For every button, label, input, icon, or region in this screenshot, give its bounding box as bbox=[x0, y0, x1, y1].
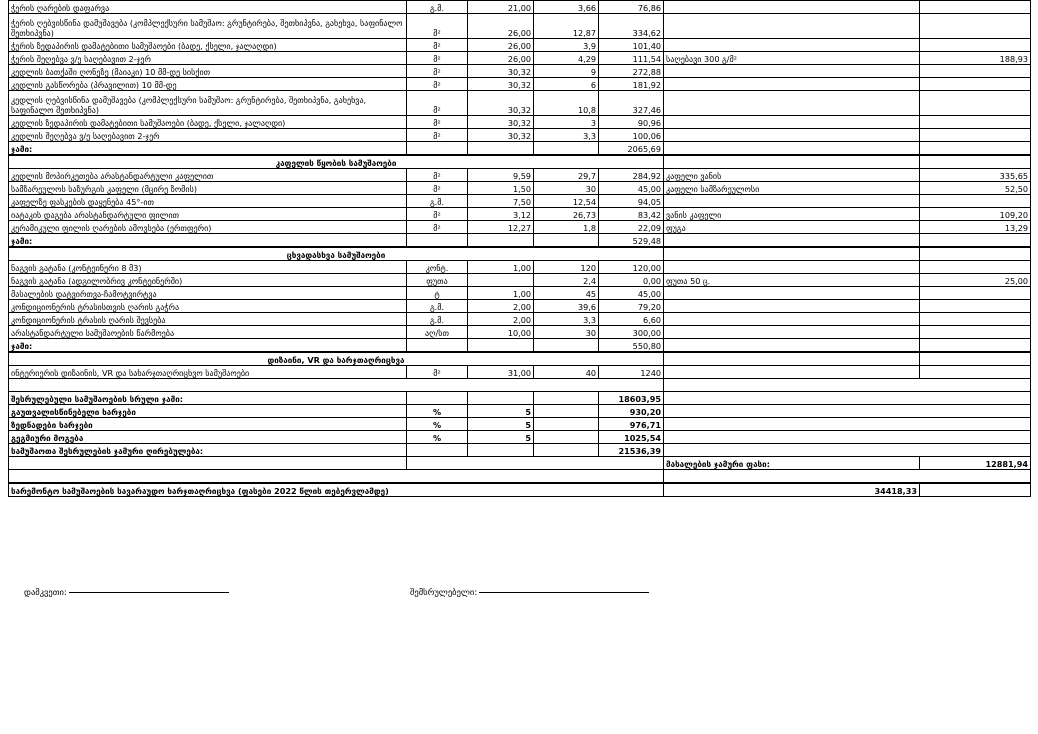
table-row bbox=[9, 300, 1031, 313]
unit: მ² bbox=[407, 208, 468, 221]
unit-price: 1,8 bbox=[534, 221, 599, 234]
material-name bbox=[664, 14, 920, 39]
work-name: კაფელზე ფასკების დაყენება 45°-ით bbox=[9, 195, 407, 208]
work-name: ნაგვის გატანა (კონტეინერი 8 მ3) bbox=[9, 261, 407, 274]
summary-row bbox=[9, 418, 1031, 431]
unit-price: 45 bbox=[534, 287, 599, 300]
unit-price: 40 bbox=[534, 366, 599, 379]
work-name: კედლის შეღებვა ვ/ე საღებავით 2-ჯერ bbox=[9, 129, 407, 142]
section-header bbox=[9, 247, 1031, 261]
empty-cell bbox=[9, 470, 664, 484]
empty-cell bbox=[534, 234, 599, 248]
summary-unit: % bbox=[407, 418, 468, 431]
material-name bbox=[664, 287, 920, 300]
table-row bbox=[9, 182, 1031, 195]
unit-price: 10,8 bbox=[534, 91, 599, 116]
unit: მ² bbox=[407, 129, 468, 142]
quantity: 31,00 bbox=[468, 366, 534, 379]
work-name: კედლის ზედაპირის დამატებითი სამუშაოები (ბადე, ქსელი, ჯალაღდი) bbox=[9, 116, 407, 129]
summary-label: სამუშაოთა შესრულების ჯამური ღირებულება: bbox=[9, 444, 407, 457]
material-sum bbox=[920, 287, 1031, 300]
empty-cell bbox=[664, 470, 1031, 484]
quantity: 30,32 bbox=[468, 129, 534, 142]
table-row bbox=[9, 116, 1031, 129]
empty-cell bbox=[664, 352, 920, 366]
material-sum bbox=[920, 313, 1031, 326]
quantity: 10,00 bbox=[468, 326, 534, 339]
material-sum: 52,50 bbox=[920, 182, 1031, 195]
quantity: 12,27 bbox=[468, 221, 534, 234]
unit: გ.მ. bbox=[407, 313, 468, 326]
table-row bbox=[9, 78, 1031, 91]
summary-label: ზედნადები ხარჯები bbox=[9, 418, 407, 431]
client-signature bbox=[24, 588, 229, 598]
line-sum: 45,00 bbox=[599, 287, 664, 300]
subtotal-value: 529,48 bbox=[599, 234, 664, 248]
quantity: 30,32 bbox=[468, 65, 534, 78]
summary-value: 976,71 bbox=[599, 418, 664, 431]
material-sum bbox=[920, 39, 1031, 52]
summary-row bbox=[9, 392, 1031, 405]
empty-cell bbox=[664, 142, 920, 156]
work-name: ნაგვის გატანა (ადგილობრივ კონტეინერში) bbox=[9, 274, 407, 287]
subtotal-value: 2065,69 bbox=[599, 142, 664, 156]
empty-cell bbox=[534, 431, 599, 444]
empty-cell bbox=[407, 234, 468, 248]
summary-label: შესრულებული სამუშაოების სრული ჯამი: bbox=[9, 392, 407, 405]
summary-value: 1025,54 bbox=[599, 431, 664, 444]
unit: აღ/სთ bbox=[407, 326, 468, 339]
empty-cell bbox=[664, 431, 1031, 444]
empty-cell bbox=[534, 418, 599, 431]
unit: მ² bbox=[407, 221, 468, 234]
subtotal-label: ჯამი: bbox=[9, 339, 407, 353]
material-sum bbox=[920, 91, 1031, 116]
quantity: 2,00 bbox=[468, 313, 534, 326]
material-sum bbox=[920, 14, 1031, 39]
work-name: ჭერის ღარების დაფარვა bbox=[9, 1, 407, 14]
unit: მ² bbox=[407, 366, 468, 379]
materials-total-value: 12881,94 bbox=[920, 457, 1031, 470]
executor-signature-line bbox=[479, 592, 649, 593]
material-name: კაფელი სამზარეულოსი bbox=[664, 182, 920, 195]
unit-price: 2,4 bbox=[534, 274, 599, 287]
work-name: ჭერის შეღებვა ვ/ე საღებავით 2-ჯერ bbox=[9, 52, 407, 65]
unit: გ.მ. bbox=[407, 300, 468, 313]
quantity: 1,00 bbox=[468, 261, 534, 274]
empty-cell bbox=[664, 405, 1031, 418]
empty-cell bbox=[664, 234, 920, 248]
summary-percent bbox=[468, 444, 534, 457]
material-sum: 335,65 bbox=[920, 169, 1031, 182]
material-name bbox=[664, 39, 920, 52]
unit-price: 12,87 bbox=[534, 14, 599, 39]
material-name bbox=[664, 116, 920, 129]
unit: მ² bbox=[407, 116, 468, 129]
table-row bbox=[9, 261, 1031, 274]
quantity: 2,00 bbox=[468, 300, 534, 313]
quantity: 30,32 bbox=[468, 116, 534, 129]
empty-cell bbox=[664, 392, 1031, 405]
empty-cell bbox=[920, 339, 1031, 353]
subtotal-label: ჯამი: bbox=[9, 234, 407, 248]
work-name: კონდიციონერის ტრასის ღარის შევსება bbox=[9, 313, 407, 326]
work-name: სამზარეულოს საზურგის კაფელი (მცირე ზომის) bbox=[9, 182, 407, 195]
work-name: კერამიკული ფილის ღარების ამოვსება (ერთფერი) bbox=[9, 221, 407, 234]
summary-percent: 5 bbox=[468, 418, 534, 431]
line-sum: 284,92 bbox=[599, 169, 664, 182]
subtotal-row bbox=[9, 234, 1031, 248]
empty-cell bbox=[664, 444, 1031, 457]
empty-cell bbox=[920, 234, 1031, 248]
material-name bbox=[664, 326, 920, 339]
unit-price: 4,29 bbox=[534, 52, 599, 65]
empty-cell bbox=[534, 142, 599, 156]
empty-cell bbox=[664, 247, 920, 261]
empty-cell bbox=[920, 155, 1031, 169]
empty-cell bbox=[664, 339, 920, 353]
summary-value: 18603,95 bbox=[599, 392, 664, 405]
section-title: დიზაინი, VR და ხარჯთაღრიცხვა bbox=[9, 352, 664, 366]
material-name bbox=[664, 91, 920, 116]
material-sum: 188,93 bbox=[920, 52, 1031, 65]
empty-cell bbox=[920, 142, 1031, 156]
unit-price: 3 bbox=[534, 116, 599, 129]
materials-total-label: მასალების ჯამური ფასი: bbox=[664, 457, 920, 470]
line-sum: 334,62 bbox=[599, 14, 664, 39]
material-sum: 13,29 bbox=[920, 221, 1031, 234]
work-name: ჭერის ზედაპირის დამატებითი სამუშაოები (ბადე, ქსელი, ჯალაღდი) bbox=[9, 39, 407, 52]
unit-price: 3,3 bbox=[534, 313, 599, 326]
material-sum bbox=[920, 366, 1031, 379]
material-name bbox=[664, 129, 920, 142]
material-name: კაფელი ვანის bbox=[664, 169, 920, 182]
table-row bbox=[9, 52, 1031, 65]
empty-cell bbox=[534, 405, 599, 418]
estimate-table bbox=[8, 0, 1031, 497]
material-sum: 109,20 bbox=[920, 208, 1031, 221]
table-row bbox=[9, 366, 1031, 379]
unit-price: 12,54 bbox=[534, 195, 599, 208]
material-name bbox=[664, 78, 920, 91]
material-name bbox=[664, 313, 920, 326]
material-sum: 25,00 bbox=[920, 274, 1031, 287]
empty-cell bbox=[9, 379, 664, 392]
line-sum: 272,88 bbox=[599, 65, 664, 78]
line-sum: 22,09 bbox=[599, 221, 664, 234]
table-row bbox=[9, 129, 1031, 142]
table-row bbox=[9, 39, 1031, 52]
subtotal-label: ჯამი: bbox=[9, 142, 407, 156]
unit-price: 30 bbox=[534, 182, 599, 195]
table-row bbox=[9, 195, 1031, 208]
grand-total-value: 34418,33 bbox=[664, 483, 920, 497]
material-name: ფუგა bbox=[664, 221, 920, 234]
work-name: ინტერიერის დიზაინის, VR და სახარჯთაღრიცხვო სამუშაოები bbox=[9, 366, 407, 379]
material-sum bbox=[920, 65, 1031, 78]
subtotal-value: 550,80 bbox=[599, 339, 664, 353]
line-sum: 120,00 bbox=[599, 261, 664, 274]
empty-cell bbox=[9, 457, 407, 470]
summary-label: გაუთვალისწინებელი ხარჯები bbox=[9, 405, 407, 418]
unit-price: 6 bbox=[534, 78, 599, 91]
unit: მ² bbox=[407, 14, 468, 39]
table-row bbox=[9, 326, 1031, 339]
table-row bbox=[9, 169, 1031, 182]
section-title: ცხვადასხვა სამუშაოები bbox=[9, 247, 664, 261]
unit: მ² bbox=[407, 91, 468, 116]
table-row bbox=[9, 208, 1031, 221]
executor-signature-label: შემსრულებელი: bbox=[410, 588, 478, 598]
subtotal-row bbox=[9, 339, 1031, 353]
material-name: საღებავი 300 გ/მ² bbox=[664, 52, 920, 65]
work-name: ჭერის ღებვისწინა დამუშავება (კომპლექსური სამუშაო: გრუნტირება, შეთხიპვნა, გახეხვა, საფინალო შეთხიპვნა) bbox=[9, 14, 407, 39]
material-sum bbox=[920, 326, 1031, 339]
blank-row bbox=[9, 379, 1031, 392]
material-name bbox=[664, 1, 920, 14]
line-sum: 76,86 bbox=[599, 1, 664, 14]
empty-cell bbox=[664, 379, 1031, 392]
empty-cell bbox=[664, 418, 1031, 431]
subtotal-row bbox=[9, 142, 1031, 156]
table-row bbox=[9, 91, 1031, 116]
client-signature-label: დამკვეთი: bbox=[24, 588, 67, 598]
empty-cell bbox=[534, 392, 599, 405]
unit: მ² bbox=[407, 52, 468, 65]
material-sum bbox=[920, 300, 1031, 313]
summary-row bbox=[9, 444, 1031, 457]
material-name bbox=[664, 65, 920, 78]
line-sum: 100,06 bbox=[599, 129, 664, 142]
quantity bbox=[468, 274, 534, 287]
unit: მ² bbox=[407, 39, 468, 52]
summary-label: გეგმიური მოგება bbox=[9, 431, 407, 444]
unit: ტ bbox=[407, 287, 468, 300]
quantity: 30,32 bbox=[468, 78, 534, 91]
quantity: 30,32 bbox=[468, 91, 534, 116]
table-row bbox=[9, 65, 1031, 78]
work-name: არასტანდარტული სამუშაოების წარმოება bbox=[9, 326, 407, 339]
empty-cell bbox=[920, 483, 1031, 497]
unit-price: 29,7 bbox=[534, 169, 599, 182]
line-sum: 0,00 bbox=[599, 274, 664, 287]
unit: გ.მ. bbox=[407, 1, 468, 14]
line-sum: 83,42 bbox=[599, 208, 664, 221]
empty-cell bbox=[468, 339, 534, 353]
client-signature-line bbox=[69, 592, 229, 593]
line-sum: 6,60 bbox=[599, 313, 664, 326]
work-name: კედლის გასწორება (პრავილით) 10 მმ-დე bbox=[9, 78, 407, 91]
unit-price: 120 bbox=[534, 261, 599, 274]
quantity: 3,12 bbox=[468, 208, 534, 221]
executor-signature bbox=[410, 588, 649, 598]
line-sum: 300,00 bbox=[599, 326, 664, 339]
grand-total-row bbox=[9, 483, 1031, 497]
unit: მ² bbox=[407, 78, 468, 91]
material-sum bbox=[920, 1, 1031, 14]
summary-percent bbox=[468, 392, 534, 405]
empty-cell bbox=[468, 234, 534, 248]
summary-unit: % bbox=[407, 431, 468, 444]
material-name bbox=[664, 300, 920, 313]
unit-price: 26,73 bbox=[534, 208, 599, 221]
unit-price: 39,6 bbox=[534, 300, 599, 313]
unit-price: 9 bbox=[534, 65, 599, 78]
summary-value: 930,20 bbox=[599, 405, 664, 418]
material-name: ვანის კაფელი bbox=[664, 208, 920, 221]
empty-cell bbox=[468, 142, 534, 156]
quantity: 1,00 bbox=[468, 287, 534, 300]
unit-price: 3,66 bbox=[534, 1, 599, 14]
section-header bbox=[9, 352, 1031, 366]
quantity: 26,00 bbox=[468, 39, 534, 52]
work-name: კედლის მოპირკეთება არასტანდარტული კაფელით bbox=[9, 169, 407, 182]
line-sum: 45,00 bbox=[599, 182, 664, 195]
summary-unit: % bbox=[407, 405, 468, 418]
empty-cell bbox=[920, 247, 1031, 261]
unit: მ² bbox=[407, 65, 468, 78]
material-name bbox=[664, 195, 920, 208]
table-row bbox=[9, 1, 1031, 14]
section-header bbox=[9, 155, 1031, 169]
quantity: 21,00 bbox=[468, 1, 534, 14]
blank-row bbox=[9, 470, 1031, 484]
unit: მ² bbox=[407, 169, 468, 182]
table-row bbox=[9, 14, 1031, 39]
material-sum bbox=[920, 116, 1031, 129]
summary-row bbox=[9, 431, 1031, 444]
material-name bbox=[664, 366, 920, 379]
section-title: კაფელის წყობის სამუშაოები bbox=[9, 155, 664, 169]
quantity: 7,50 bbox=[468, 195, 534, 208]
line-sum: 1240 bbox=[599, 366, 664, 379]
work-name: კონდიციონერის ტრასისთვის ღარის გაჭრა bbox=[9, 300, 407, 313]
line-sum: 94,05 bbox=[599, 195, 664, 208]
summary-unit bbox=[407, 444, 468, 457]
empty-cell bbox=[664, 155, 920, 169]
empty-cell bbox=[407, 142, 468, 156]
line-sum: 111,54 bbox=[599, 52, 664, 65]
line-sum: 181,92 bbox=[599, 78, 664, 91]
table-row bbox=[9, 287, 1031, 300]
material-name bbox=[664, 261, 920, 274]
summary-unit bbox=[407, 392, 468, 405]
work-name: კედლის ბათქაში ღონეზე (მაიაკი) 10 მმ-დე სისქით bbox=[9, 65, 407, 78]
work-name: მასალების დატვირთვა-ჩამოტვირტვა bbox=[9, 287, 407, 300]
unit: ფუთა bbox=[407, 274, 468, 287]
quantity: 26,00 bbox=[468, 52, 534, 65]
line-sum: 90,96 bbox=[599, 116, 664, 129]
quantity: 1,50 bbox=[468, 182, 534, 195]
empty-cell bbox=[407, 339, 468, 353]
material-sum bbox=[920, 129, 1031, 142]
line-sum: 327,46 bbox=[599, 91, 664, 116]
empty-cell bbox=[407, 457, 664, 470]
summary-row bbox=[9, 405, 1031, 418]
grand-total-label: სარემონტო სამუშაოების სავარაუდო ხარჯთაღრიცხვა (ფასები 2022 წლის თებერვლამდე) bbox=[9, 483, 664, 497]
summary-percent: 5 bbox=[468, 405, 534, 418]
table-row bbox=[9, 221, 1031, 234]
quantity: 9,59 bbox=[468, 169, 534, 182]
unit: გ.მ. bbox=[407, 195, 468, 208]
unit-price: 3,9 bbox=[534, 39, 599, 52]
empty-cell bbox=[534, 444, 599, 457]
material-sum bbox=[920, 261, 1031, 274]
material-sum bbox=[920, 78, 1031, 91]
unit-price: 30 bbox=[534, 326, 599, 339]
unit-price: 3,3 bbox=[534, 129, 599, 142]
empty-cell bbox=[534, 339, 599, 353]
material-name: ფუთა 50 ც. bbox=[664, 274, 920, 287]
summary-value: 21536,39 bbox=[599, 444, 664, 457]
empty-cell bbox=[920, 352, 1031, 366]
material-sum bbox=[920, 195, 1031, 208]
unit: მ² bbox=[407, 182, 468, 195]
table-row bbox=[9, 274, 1031, 287]
work-name: კედლის ღებვისწინა დამუშავება (კომპლექსური სამუშაო: გრუნტირება, შეთხიპვნა, გახეხვა, საფინალო შეთხიპვნა) bbox=[9, 91, 407, 116]
work-name: იატაკის დაგება არასტანდარტული ფილით bbox=[9, 208, 407, 221]
table-row bbox=[9, 313, 1031, 326]
line-sum: 101,40 bbox=[599, 39, 664, 52]
line-sum: 79,20 bbox=[599, 300, 664, 313]
materials-total-row bbox=[9, 457, 1031, 470]
unit: კონტ. bbox=[407, 261, 468, 274]
summary-percent: 5 bbox=[468, 431, 534, 444]
quantity: 26,00 bbox=[468, 14, 534, 39]
